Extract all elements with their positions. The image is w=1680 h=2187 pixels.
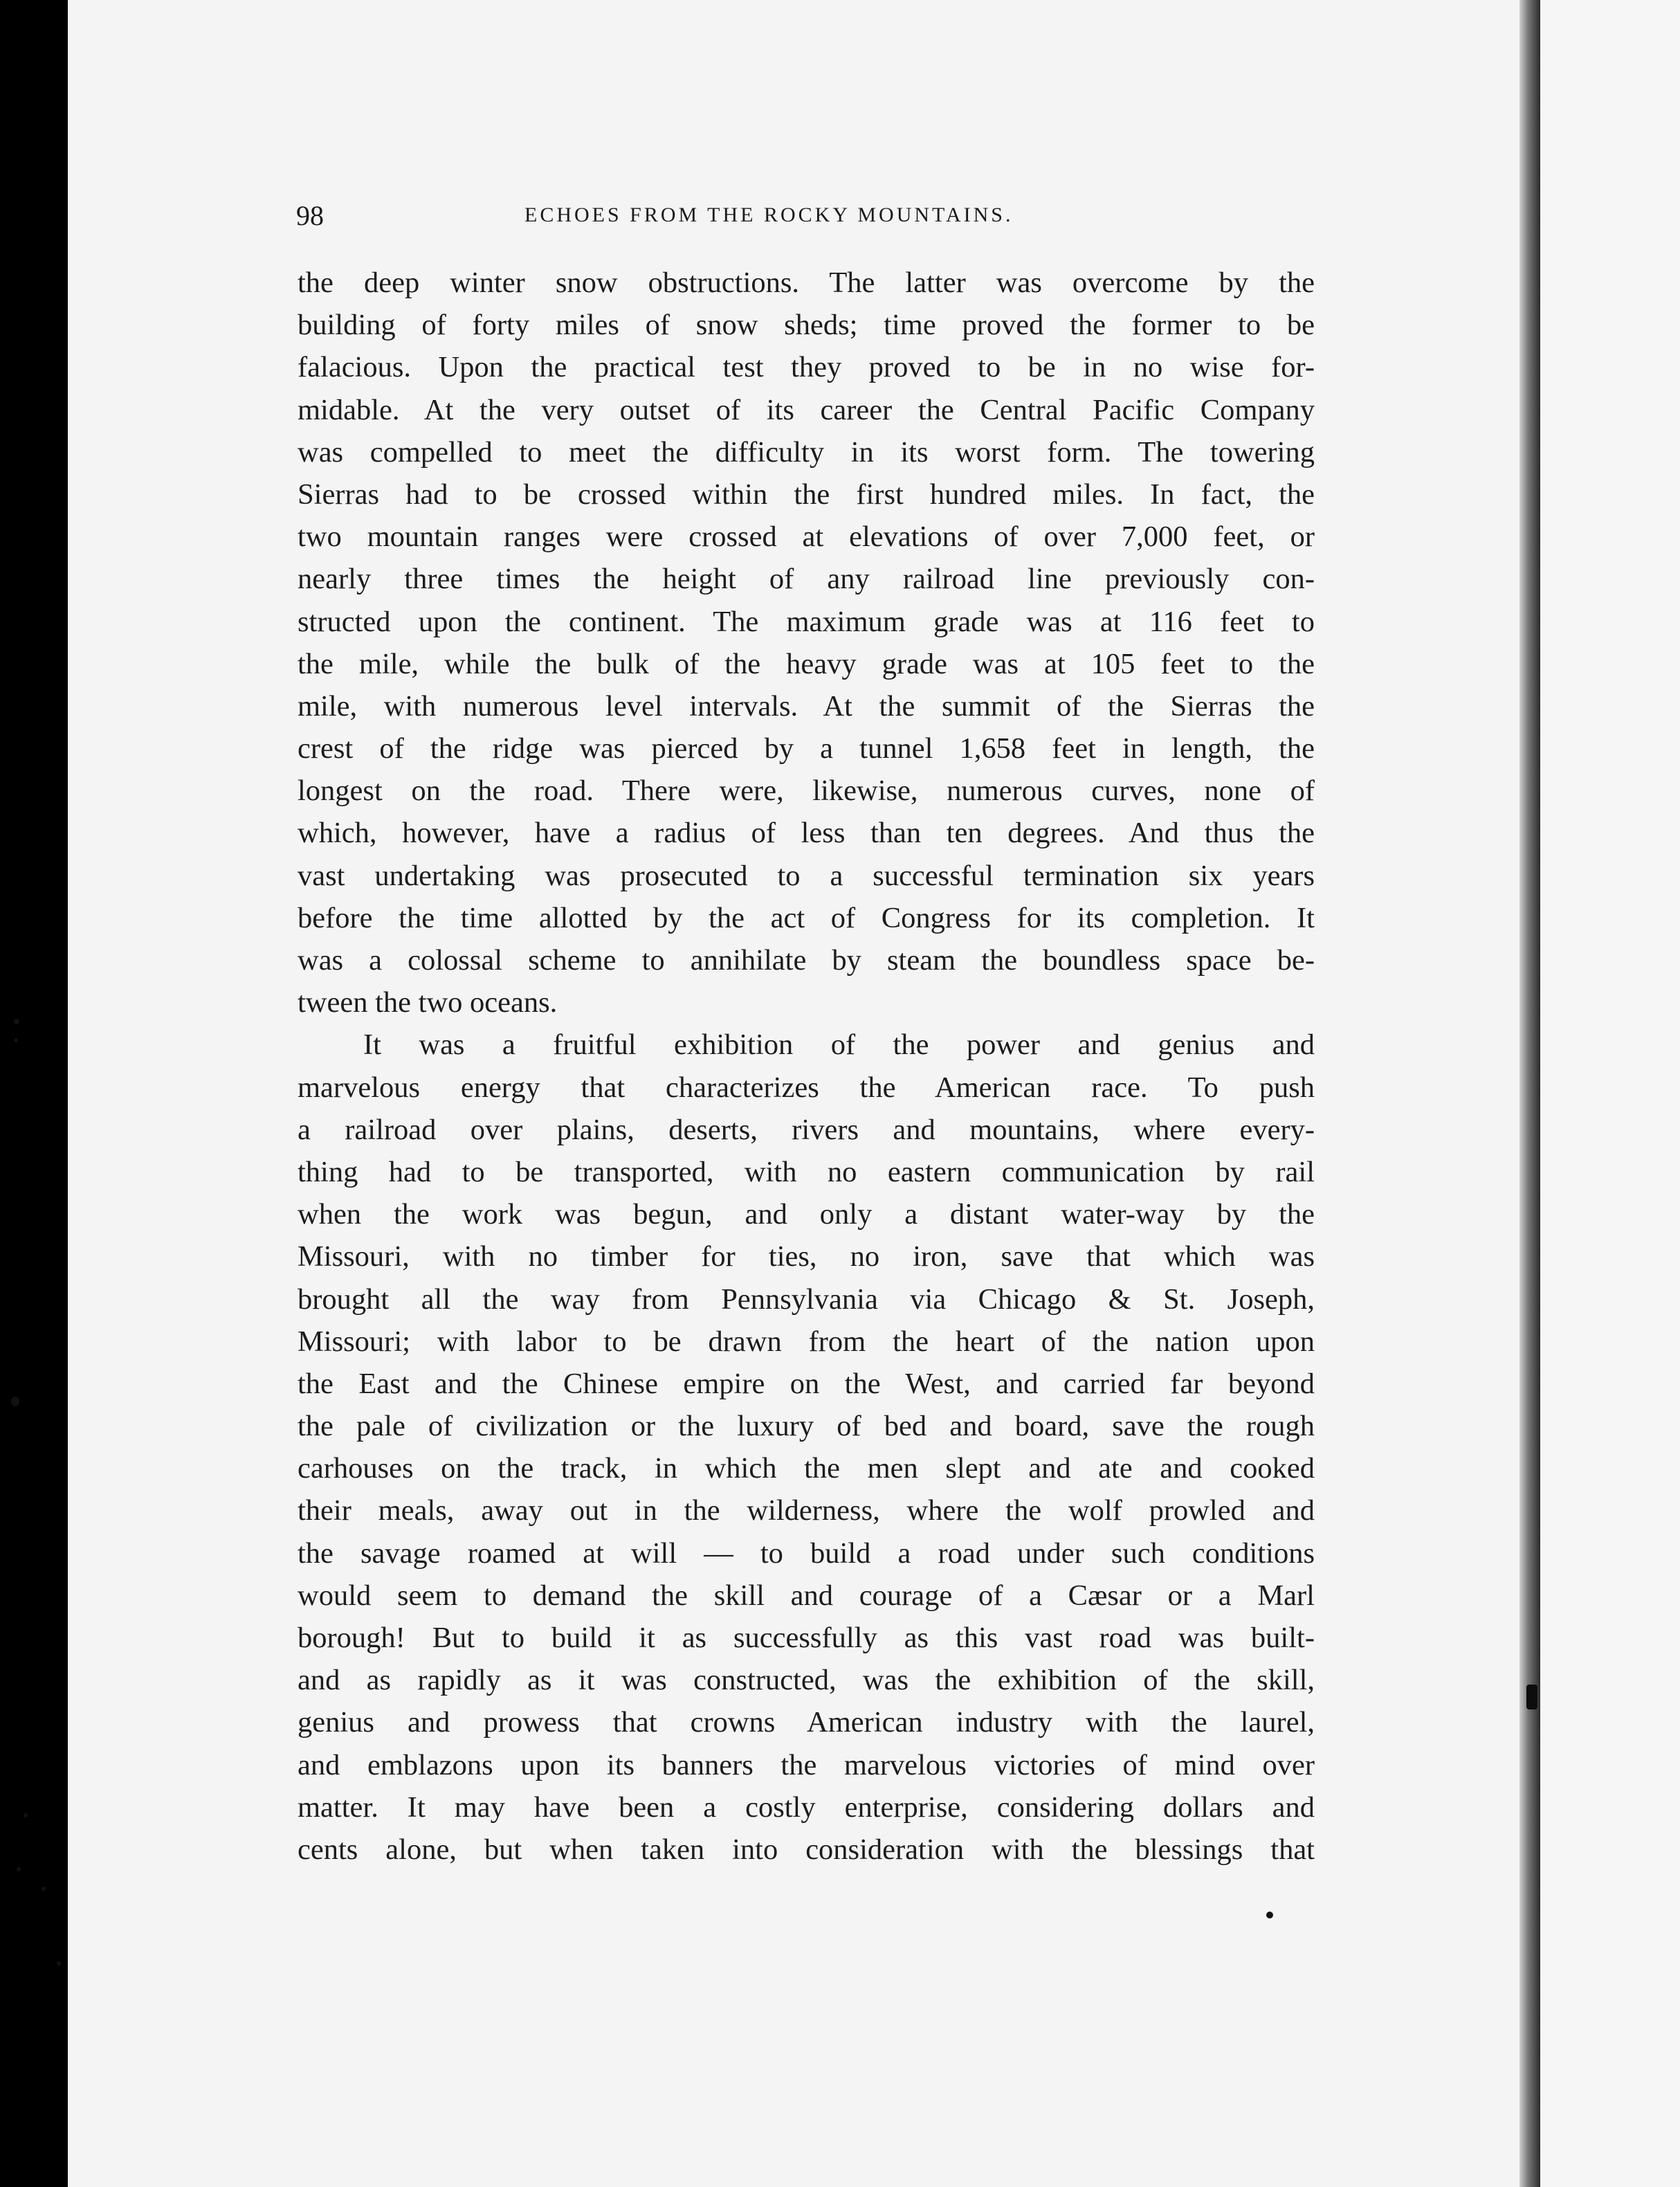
text-line: borough! But to build it as successfully as this vast road was built- xyxy=(298,1622,1315,1654)
text-line: the East and the Chinese empire on the West, and carried far beyond xyxy=(298,1367,1315,1400)
gutter-mark xyxy=(1526,1685,1537,1709)
text-line: brought all the way from Pennsylvania via Chicago & St. Joseph, xyxy=(298,1282,1315,1316)
text-line: would seem to demand the skill and courage of a Cæsar or a Marl xyxy=(298,1579,1315,1612)
text-line: when the work was begun, and only a distant water-way by the xyxy=(298,1198,1315,1231)
text-line: a railroad over plains, deserts, rivers and mountains, where every- xyxy=(298,1113,1315,1146)
text-line: longest on the road. There were, likewise, numerous curves, none of xyxy=(298,774,1315,808)
margin-speck xyxy=(11,1397,19,1406)
text-line: the savage roamed at will — to build a road under such conditions xyxy=(298,1536,1315,1570)
text-line: midable. At the very outset of its career the Central Pacific Company xyxy=(298,393,1315,426)
running-title: ECHOES FROM THE ROCKY MOUNTAINS. xyxy=(524,203,1014,226)
text-line: marvelous energy that characterizes the American race. To push xyxy=(298,1071,1315,1104)
text-line: Sierras had to be crossed within the first hundred miles. In fact, the xyxy=(298,478,1315,511)
text-line: cents alone, but when taken into consideration with the blessings that xyxy=(298,1833,1315,1866)
text-line: their meals, away out in the wilderness, where the wolf prowled and xyxy=(298,1494,1315,1527)
text-line: building of forty miles of snow sheds; time proved the former to be xyxy=(298,309,1315,342)
text-line: which, however, have a radius of less than ten degrees. And thus the xyxy=(298,817,1315,850)
margin-speck xyxy=(14,1019,19,1024)
text-line: carhouses on the track, in which the men slept and ate and cooked xyxy=(298,1452,1315,1485)
text-line: genius and prowess that crowns American industry with the laurel, xyxy=(298,1706,1315,1739)
text-line: was compelled to meet the difficulty in its worst form. The towering xyxy=(298,435,1315,469)
book-gutter xyxy=(1519,0,1540,2187)
text-line: nearly three times the height of any railroad line previously con- xyxy=(298,563,1315,596)
text-line: Missouri, with no timber for ties, no iron, save that which was xyxy=(298,1240,1315,1273)
paragraph-start-line: It was a fruitful exhibition of the power and genius and xyxy=(363,1028,1315,1062)
margin-speck xyxy=(14,1038,18,1042)
facing-page-edge xyxy=(1540,0,1680,2187)
text-line: thing had to be transported, with no eastern communication by rail xyxy=(298,1155,1315,1188)
text-line: before the time allotted by the act of Congress for its completion. It xyxy=(298,901,1315,934)
text-line: structed upon the continent. The maximum grade was at 116 feet to xyxy=(298,605,1315,638)
margin-speck xyxy=(17,1867,21,1871)
text-line: the mile, while the bulk of the heavy grade was at 105 feet to the xyxy=(298,647,1315,680)
text-line: mile, with numerous level intervals. At the summit of the Sierras the xyxy=(298,689,1315,723)
text-line: vast undertaking was prosecuted to a successful termination six years xyxy=(298,859,1315,892)
page-number: 98 xyxy=(296,200,324,231)
text-line: Missouri; with labor to be drawn from the heart of the nation upon xyxy=(298,1325,1315,1358)
text-line: two mountain ranges were crossed at elevations of over 7,000 feet, or xyxy=(298,520,1315,554)
text-line: crest of the ridge was pierced by a tunnel 1,658 feet in length, the xyxy=(298,732,1315,765)
margin-speck xyxy=(42,1887,46,1891)
text-line: and emblazons upon its banners the marvelous victories of mind over xyxy=(298,1748,1315,1781)
text-line: was a colossal scheme to annihilate by steam the boundless space be- xyxy=(298,944,1315,977)
text-line: matter. It may have been a costly enterprise, considering dollars and xyxy=(298,1790,1315,1824)
page-speck xyxy=(1266,1912,1273,1918)
margin-speck xyxy=(24,1813,28,1817)
body-text xyxy=(298,262,1315,1871)
paragraph-end-line: tween the two oceans. xyxy=(298,986,558,1019)
text-line: the deep winter snow obstructions. The latter was overcome by the xyxy=(298,266,1315,299)
text-line: the pale of civilization or the luxury of bed and board, save the rough xyxy=(298,1410,1315,1443)
text-line: falacious. Upon the practical test they proved to be in no wise for- xyxy=(298,351,1315,384)
text-line: and as rapidly as it was constructed, was the exhibition of the skill, xyxy=(298,1664,1315,1697)
running-head xyxy=(296,199,1313,234)
margin-speck xyxy=(57,1961,61,1966)
